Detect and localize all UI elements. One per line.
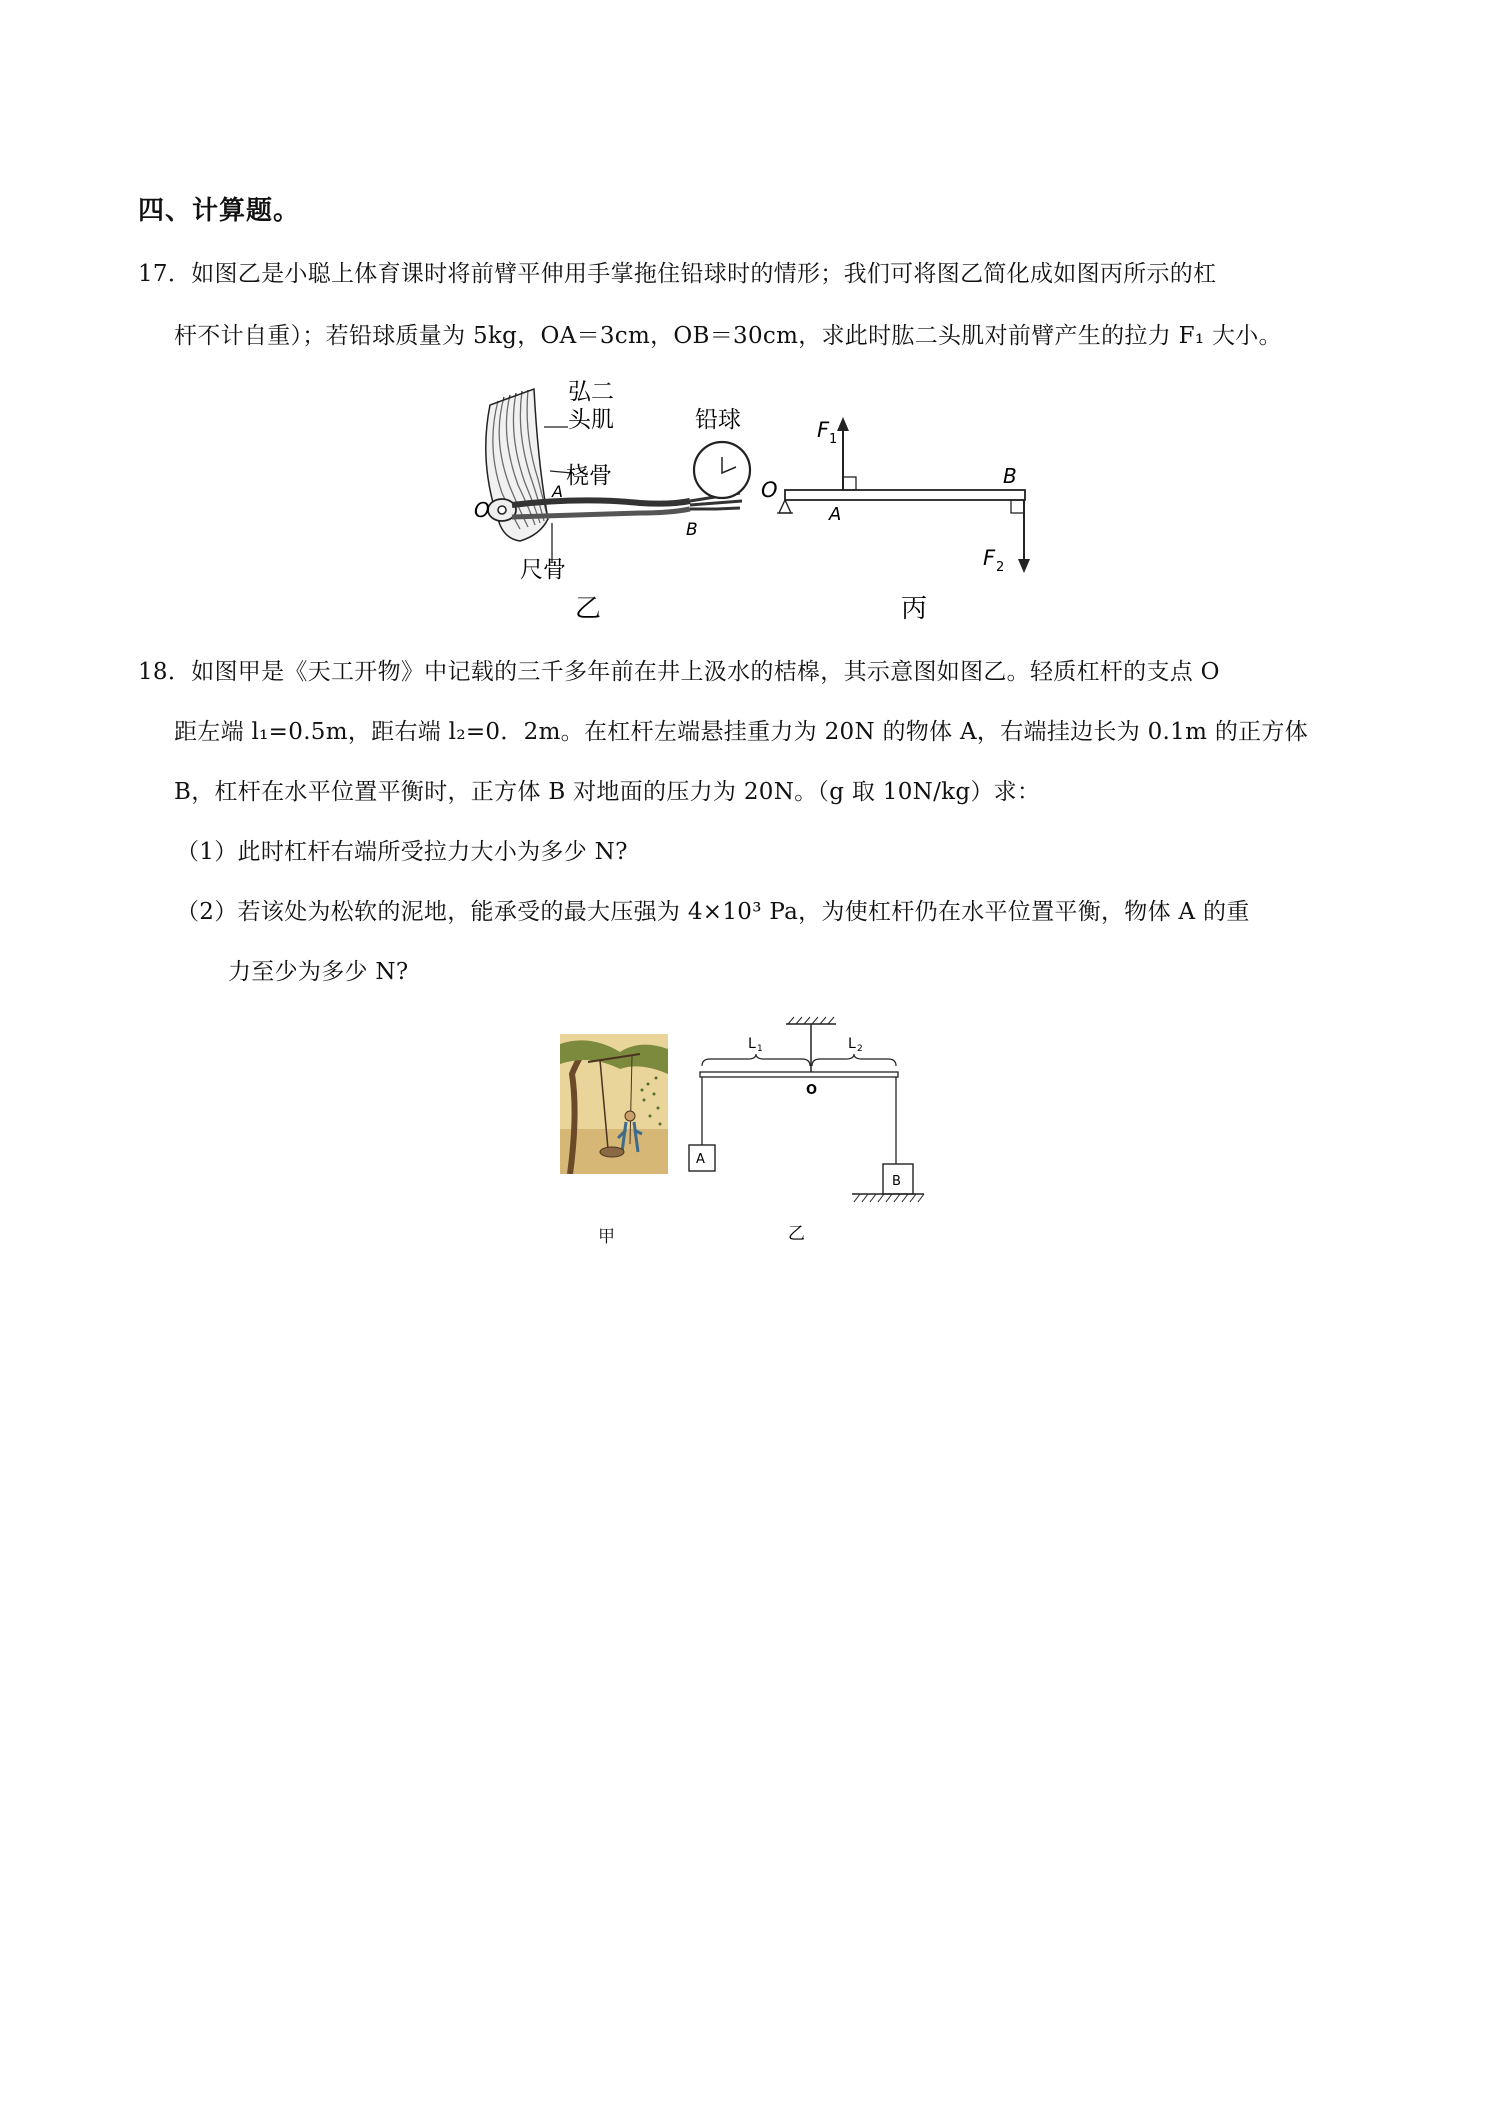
label-muscle-line2: 头肌 [568, 407, 614, 433]
label-O: O [806, 1083, 818, 1098]
lever-bar [785, 490, 1025, 500]
label-A: A [552, 482, 563, 501]
label-A: A [696, 1152, 705, 1167]
label-L1-sub: 1 [757, 1044, 763, 1054]
label-muscle-line1: 弘二 [568, 379, 614, 405]
q18-figure-ancient-illustration [560, 1034, 668, 1174]
caption-yi: 乙 [575, 594, 602, 620]
label-O: O [761, 478, 778, 502]
q17-text-line2: 杆不计自重）；若铅球质量为 5kg，OA＝3cm，OB＝30cm，求此时肱二头肌对前臂产生的拉力 F₁ 大小。 [174, 323, 1282, 349]
label-F1-sub: 1 [829, 432, 838, 447]
q18-figure-lever-diagram [688, 1014, 948, 1244]
label-ball: 铅球 [695, 407, 741, 433]
q17-figure-forearm [440, 375, 770, 620]
q18-text-line1: 如图甲是《天工开物》中记载的三千多年前在井上汲水的桔槔，其示意图如图乙。轻质杠杆的支点 O [191, 659, 1220, 685]
label-A: A [829, 504, 842, 525]
q18-sub2-line2: 力至少为多少 N? [228, 959, 409, 985]
label-radius: 桡骨 [566, 463, 612, 489]
lever-bar [700, 1072, 898, 1077]
q18-number: 18． [138, 659, 192, 685]
label-B: B [686, 520, 698, 540]
label-F2: F [983, 546, 996, 570]
label-ulna: 尺骨 [520, 557, 566, 583]
label-L2: L [848, 1036, 856, 1052]
label-L1: L [748, 1036, 756, 1052]
q18-text-line2: 距左端 l₁=0.5m，距右端 l₂=0．2m。在杠杆左端悬挂重力为 20N 的物体 A，右端挂边长为 0.1m 的正方体 [174, 719, 1309, 745]
q17-line1 [138, 255, 1216, 288]
label-B: B [892, 1174, 901, 1189]
elbow-pivot [498, 506, 506, 514]
q17-figure-lever [755, 405, 1055, 620]
section-title: 四、计算题。 [138, 196, 301, 226]
label-L2-sub: 2 [857, 1044, 863, 1054]
right-angle-mark-A [843, 477, 856, 490]
label-B: B [1003, 464, 1017, 488]
well-opening [600, 1147, 624, 1157]
radius-bone [512, 500, 690, 505]
caption-jia: 甲 [598, 1227, 615, 1247]
brace-L1 [702, 1054, 810, 1066]
q18-text-line3: B，杠杆在水平位置平衡时，正方体 B 对地面的压力为 20N。（g 取 10N/kg）求： [174, 779, 1041, 805]
label-F1: F [817, 418, 830, 442]
right-angle-mark-B [1011, 500, 1024, 513]
caption-bing: 丙 [901, 594, 928, 620]
q18-line1 [138, 653, 1220, 686]
caption-yi: 乙 [788, 1224, 805, 1244]
q17-text-line1: 如图乙是小聪上体育课时将前臂平伸用手掌拖住铅球时的情形；我们可将图乙简化成如图丙所示的杠 [191, 261, 1217, 287]
q18-sub2-line1: （2）若该处为松软的泥地，能承受的最大压强为 4×10³ Pa，为使杠杆仍在水平位置平衡，物体 A 的重 [176, 899, 1250, 925]
q18-sub1: （1）此时杠杆右端所受拉力大小为多少 N? [176, 839, 628, 865]
label-O: O [474, 498, 490, 522]
q17-number: 17． [138, 261, 192, 287]
pivot-triangle [779, 500, 791, 513]
brace-L2 [812, 1054, 896, 1066]
label-F2-sub: 2 [996, 560, 1005, 575]
